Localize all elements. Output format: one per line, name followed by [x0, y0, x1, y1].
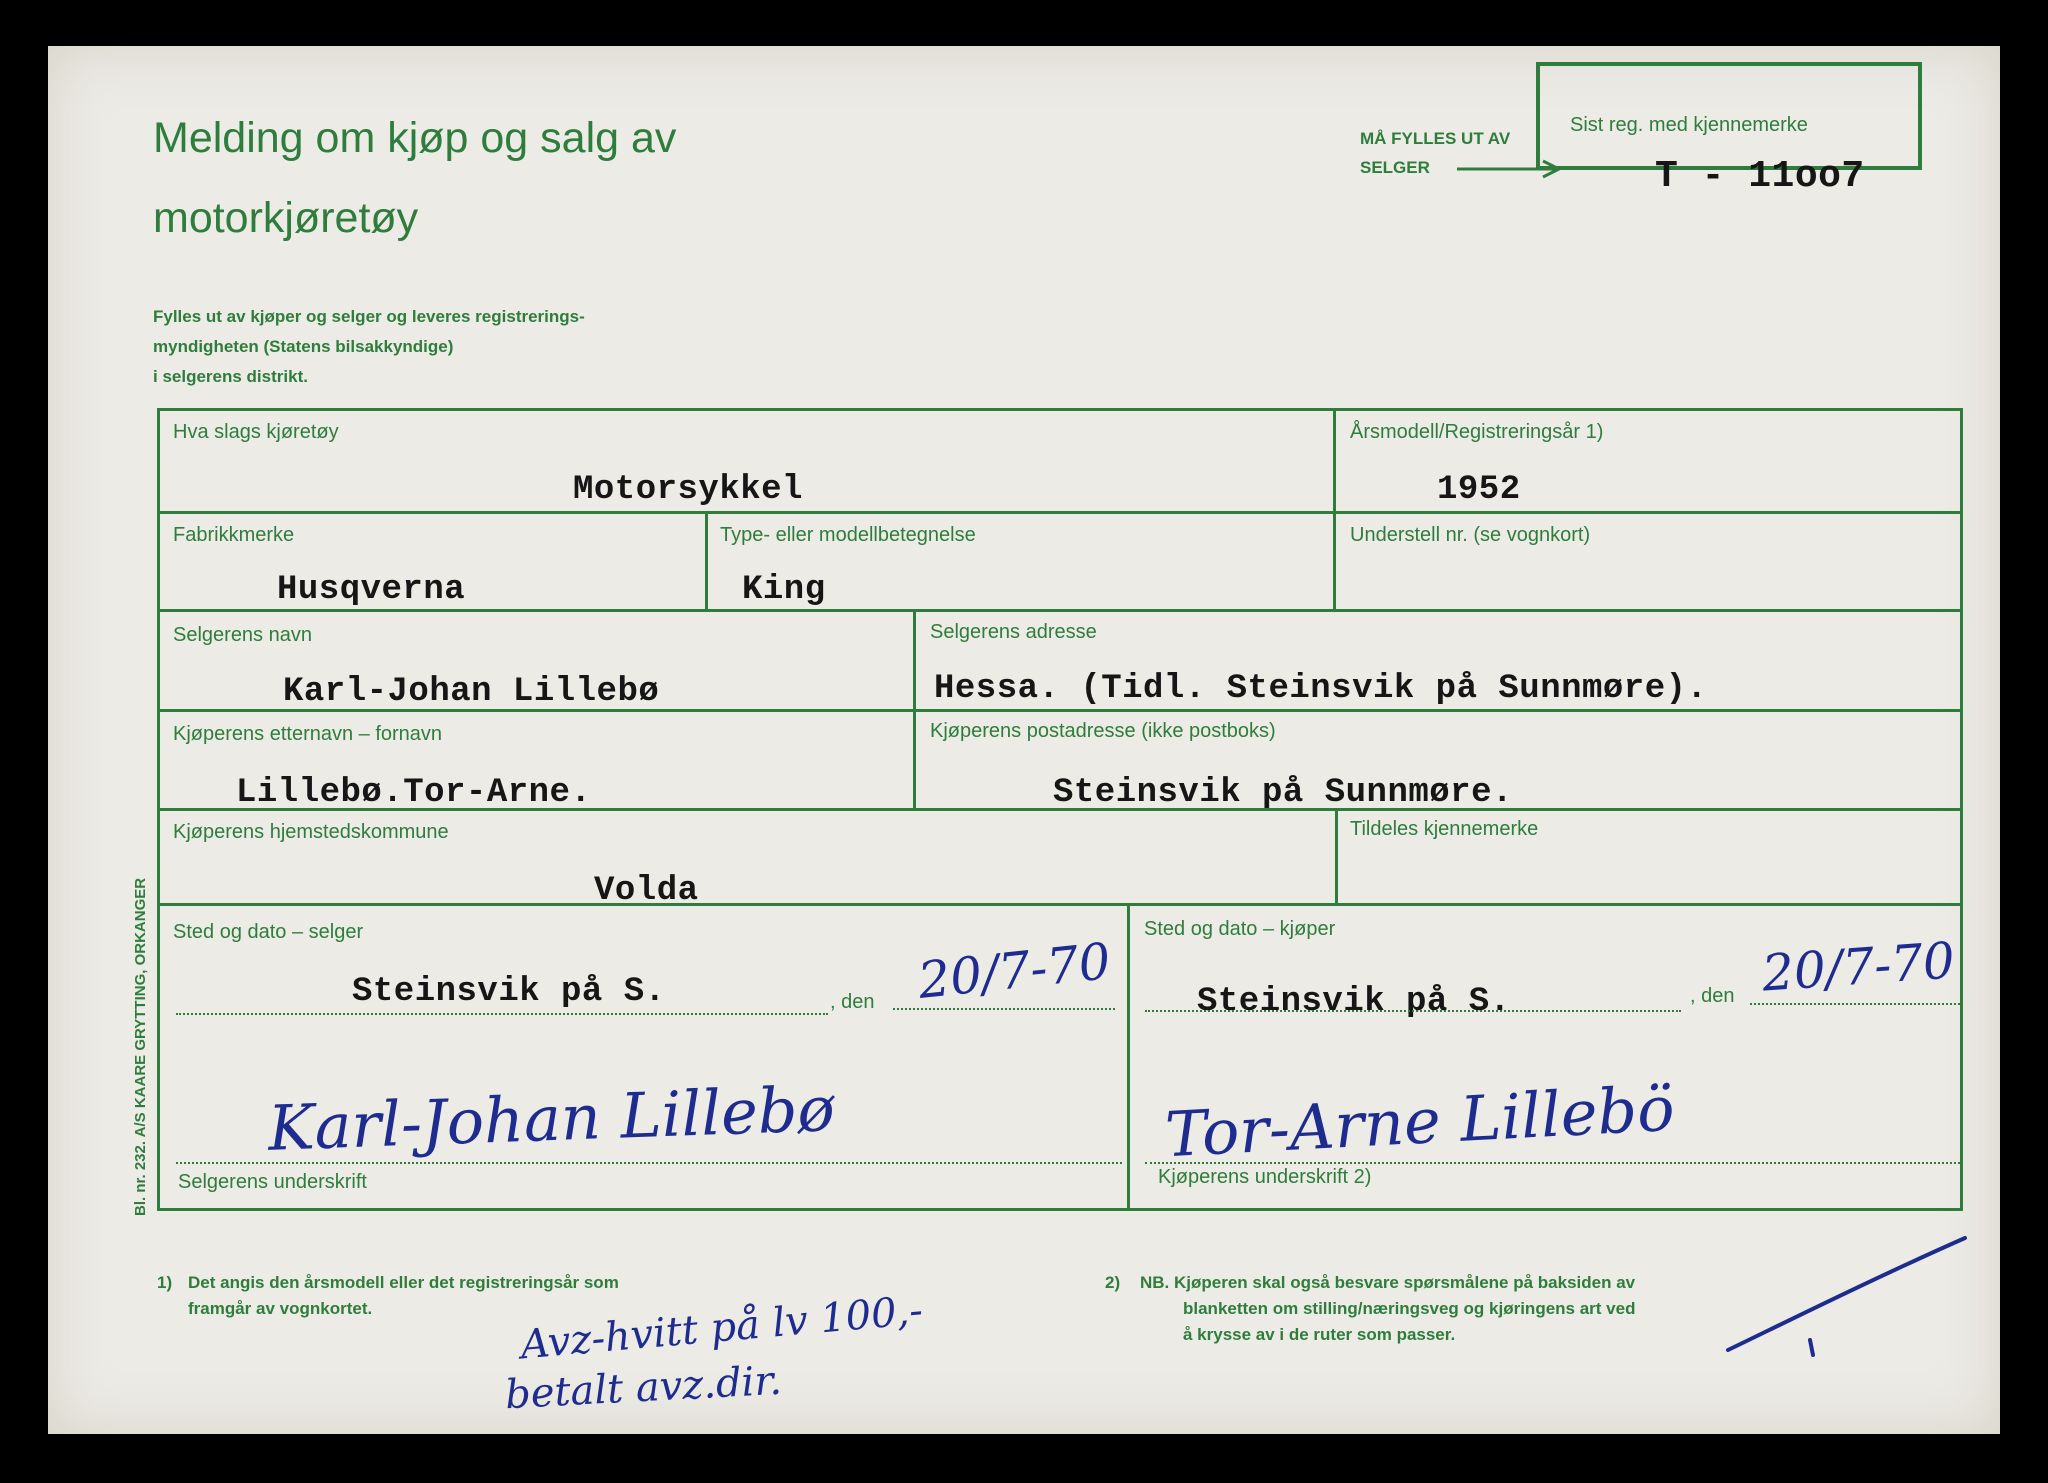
dotted-line [1750, 1003, 1960, 1005]
dotted-line [1145, 1162, 1960, 1164]
last-reg-value: T - 11oo7 [1655, 155, 1865, 198]
vehicle-type-label: Hva slags kjøretøy [173, 421, 339, 443]
handwritten-note-line2: betalt avz.dir. [503, 1357, 783, 1419]
make-label: Fabrikkmerke [173, 524, 295, 546]
buyer-place-value: Steinsvik på S. [1197, 983, 1511, 1021]
grid-line [1333, 408, 1336, 611]
seller-address-value: Hessa. (Tidl. Steinsvik på Sunnmøre). [934, 670, 1708, 708]
seller-signature: Karl-Johan Lillebø [266, 1072, 836, 1165]
grid-line [913, 609, 916, 809]
make-value: Husqverna [277, 571, 466, 609]
seller-place-date-label: Sted og dato – selger [173, 921, 364, 943]
grid-line [157, 1208, 1963, 1211]
grid-line [157, 903, 1963, 906]
footnote-line: NB. Kjøperen skal også besvare spørsmålene på baksiden av [1140, 1273, 1636, 1292]
instruction-line: i selgerens distrikt. [153, 367, 308, 386]
grid-line [157, 408, 160, 1211]
buyer-address-value: Steinsvik på Sunnmøre. [1053, 774, 1513, 812]
buyer-den-label: , den [1690, 985, 1735, 1007]
grid-line [157, 408, 1963, 411]
grid-line [1127, 903, 1130, 1211]
footnote-line: framgår av vognkortet. [188, 1299, 373, 1318]
vehicle-type-value: Motorsykkel [573, 471, 803, 509]
instructions [153, 302, 585, 392]
footnote-1 [188, 1270, 619, 1322]
footnote-2 [1140, 1270, 1635, 1348]
footnote-1-number: 1) [157, 1273, 173, 1292]
dotted-line [1145, 1010, 1681, 1012]
seller-name-value: Karl-Johan Lillebø [283, 673, 660, 711]
side-print-text: Bl. nr. 232. A/S KAARE GRYTTING, ORKANGER [132, 877, 149, 1216]
chassis-label: Understell nr. (se vognkort) [1350, 524, 1591, 546]
handwritten-note-line1: Avz-hvitt på lv 100,- [518, 1287, 925, 1369]
model-value: King [742, 571, 826, 609]
buyer-date-handwritten: 20/7-70 [1760, 931, 1957, 1003]
must-fill-line1: MÅ FYLLES UT AV [1360, 129, 1511, 148]
seller-place-value: Steinsvik på S. [352, 973, 666, 1011]
seller-signature-label: Selgerens underskrift [178, 1171, 367, 1193]
seller-address-label: Selgerens adresse [930, 621, 1097, 643]
instruction-line: Fylles ut av kjøper og selger og leveres registrerings- [153, 307, 585, 326]
dotted-line [176, 1162, 1122, 1164]
seller-den-label: , den [830, 991, 875, 1013]
instruction-line: myndigheten (Statens bilsakkyndige) [153, 337, 454, 356]
buyer-municipality-value: Volda [594, 872, 699, 910]
buyer-municipality-label: Kjøperens hjemstedskommune [173, 821, 449, 843]
seller-date-handwritten: 20/7-70 [915, 932, 1114, 1010]
footnote-line: å krysse av i de ruter som passer. [1183, 1325, 1456, 1344]
model-year-value: 1952 [1437, 471, 1521, 509]
assigned-plate-label: Tildeles kjennemerke [1350, 818, 1539, 840]
seller-name-label: Selgerens navn [173, 624, 312, 646]
dotted-line [176, 1013, 828, 1015]
footnote-line: blanketten om stilling/næringsveg og kjøringens art ved [1183, 1299, 1636, 1318]
grid-line [1335, 808, 1338, 905]
form-title-line2: motorkjøretøy [153, 194, 419, 242]
footnote-line: Det angis den årsmodell eller det registreringsår som [188, 1273, 619, 1292]
buyer-signature: Tor-Arne Lillebö [1163, 1071, 1677, 1172]
grid-line [157, 609, 1963, 612]
last-reg-label: Sist reg. med kjennemerke [1570, 114, 1808, 136]
grid-line [705, 511, 708, 611]
model-year-label: Årsmodell/Registreringsår 1) [1350, 421, 1604, 443]
grid-line [1960, 408, 1963, 1211]
buyer-name-label: Kjøperens etternavn – fornavn [173, 723, 443, 745]
must-fill-line2: SELGER [1360, 158, 1430, 177]
buyer-address-label: Kjøperens postadresse (ikke postboks) [930, 720, 1276, 742]
model-label: Type- eller modellbetegnelse [720, 524, 976, 546]
buyer-place-date-label: Sted og dato – kjøper [1144, 918, 1336, 940]
footnote-2-number: 2) [1105, 1273, 1121, 1292]
form-title-line1: Melding om kjøp og salg av [153, 114, 677, 162]
grid-line [157, 511, 1963, 514]
pen-checkmark-icon [1720, 1230, 1980, 1360]
buyer-signature-label: Kjøperens underskrift 2) [1158, 1166, 1372, 1188]
buyer-name-value: Lillebø.Tor-Arne. [236, 774, 592, 812]
